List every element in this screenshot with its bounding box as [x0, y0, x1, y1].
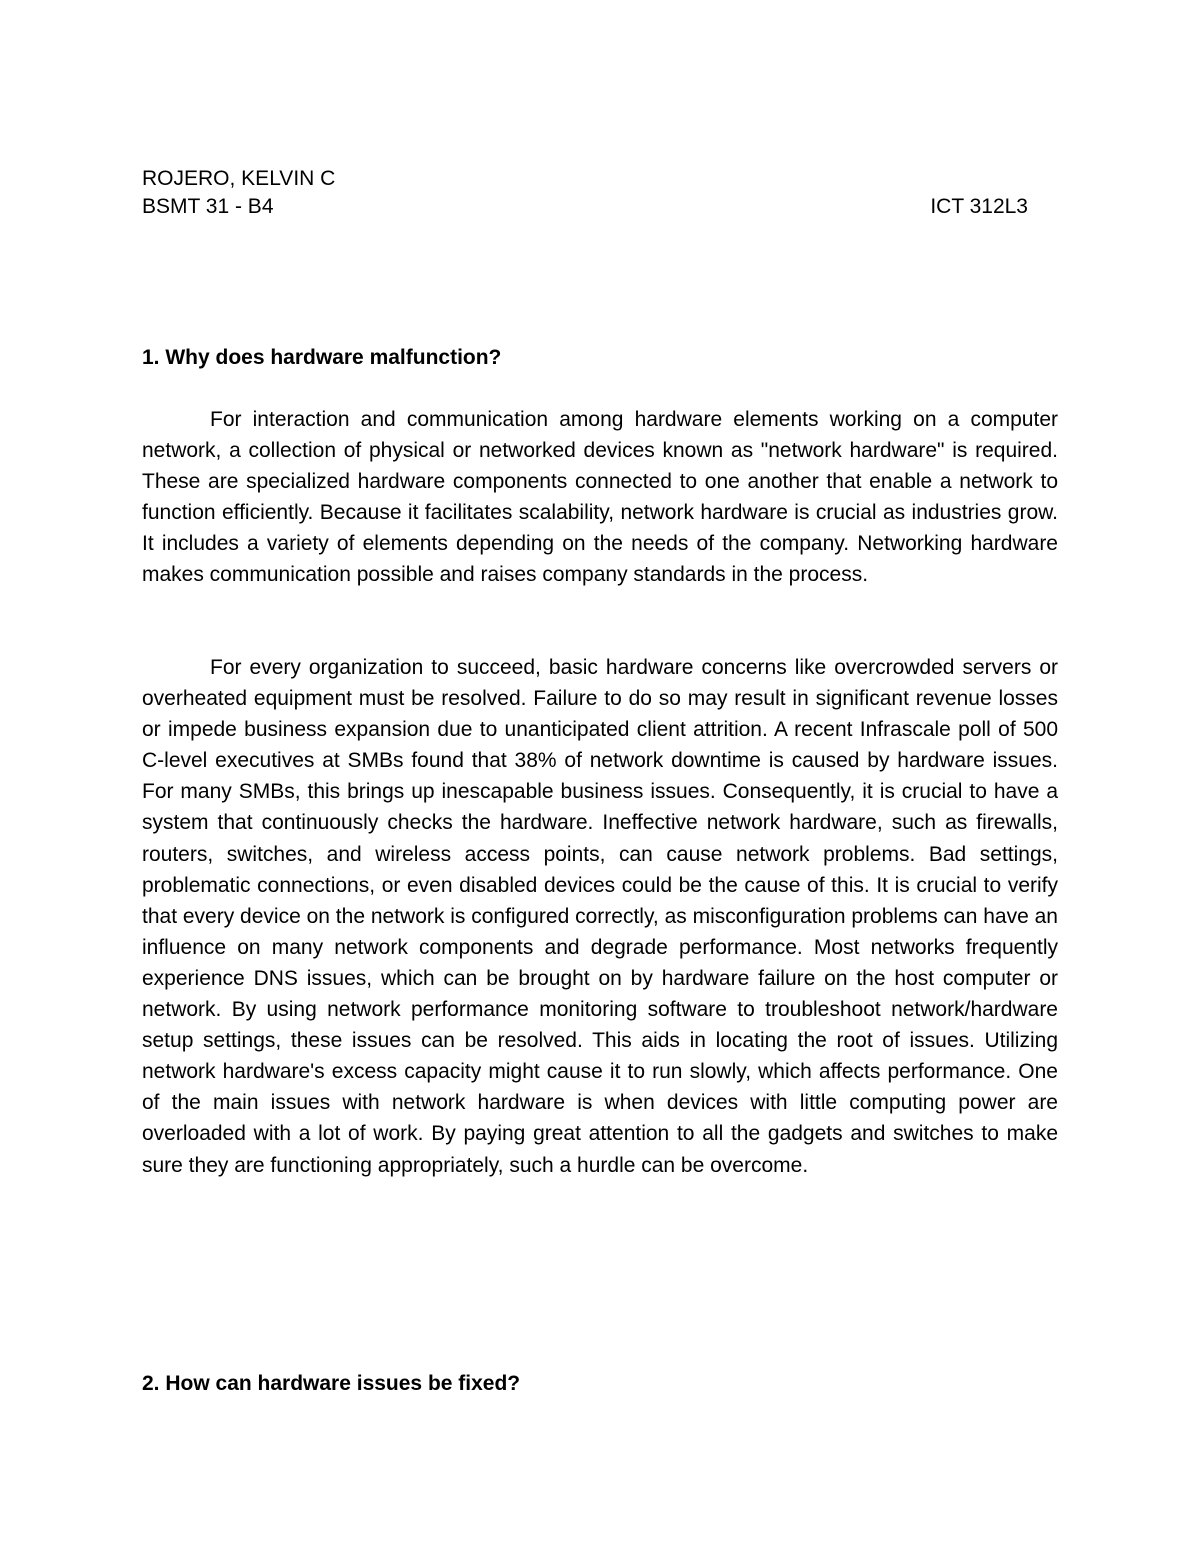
- question-1-heading: 1. Why does hardware malfunction?: [142, 346, 502, 369]
- header-name-row: [142, 165, 1028, 193]
- course-code: ICT 312L3: [930, 195, 1028, 218]
- header-course-row: [142, 193, 1028, 221]
- document-header: [142, 165, 1028, 221]
- question-2-heading: 2. How can hardware issues be fixed?: [142, 1372, 521, 1395]
- question-1-paragraph-2: For every organization to succeed, basic hardware concerns like overcrowded servers or overheated equipment must be resolved. Failure to do so may result in significant revenue losses or impede business expansion due to unanticipated client attrition. A recent Infrascale poll of 500 C-level executives at SMBs found that 38% of network downtime is caused by hardware issues. For many SMBs, this brings up inescapable business issues. Consequently, it is crucial to have a system that continuously checks the hardware. Ineffective network hardware, such as firewalls, routers, switches, and wireless access points, can cause network problems. Bad settings, problematic connections, or even disabled devices could be the cause of this. It is crucial to verify that every device on the network is configured correctly, as misconfiguration problems can have an influence on many network components and degrade performance. Most networks frequently experience DNS issues, which can be brought on by hardware failure on the host computer or network. By using network performance monitoring software to troubleshoot network/hardware setup settings, these issues can be resolved. This aids in locating the root of issues. Utilizing network hardware's excess capacity might cause it to run slowly, which affects performance. One of the main issues with network hardware is when devices with little computing power are overloaded with a lot of work. By paying great attention to all the gadgets and switches to make sure they are functioning appropriately, such a hurdle can be overcome.: [142, 656, 1058, 1177]
- section-label: BSMT 31 - B4: [142, 195, 274, 218]
- question-1-paragraph-1: For interaction and communication among hardware elements working on a computer network, a collection of physical or networked devices known as "network hardware" is required. These are specialized hardware components connected to one another that enable a network to function efficiently. Because it facilitates scalability, network hardware is crucial as industries grow. It includes a variety of elements depending on the needs of the company. Networking hardware makes communication possible and raises company standards in the process.: [142, 408, 1058, 587]
- student-name: ROJERO, KELVIN C: [142, 167, 336, 190]
